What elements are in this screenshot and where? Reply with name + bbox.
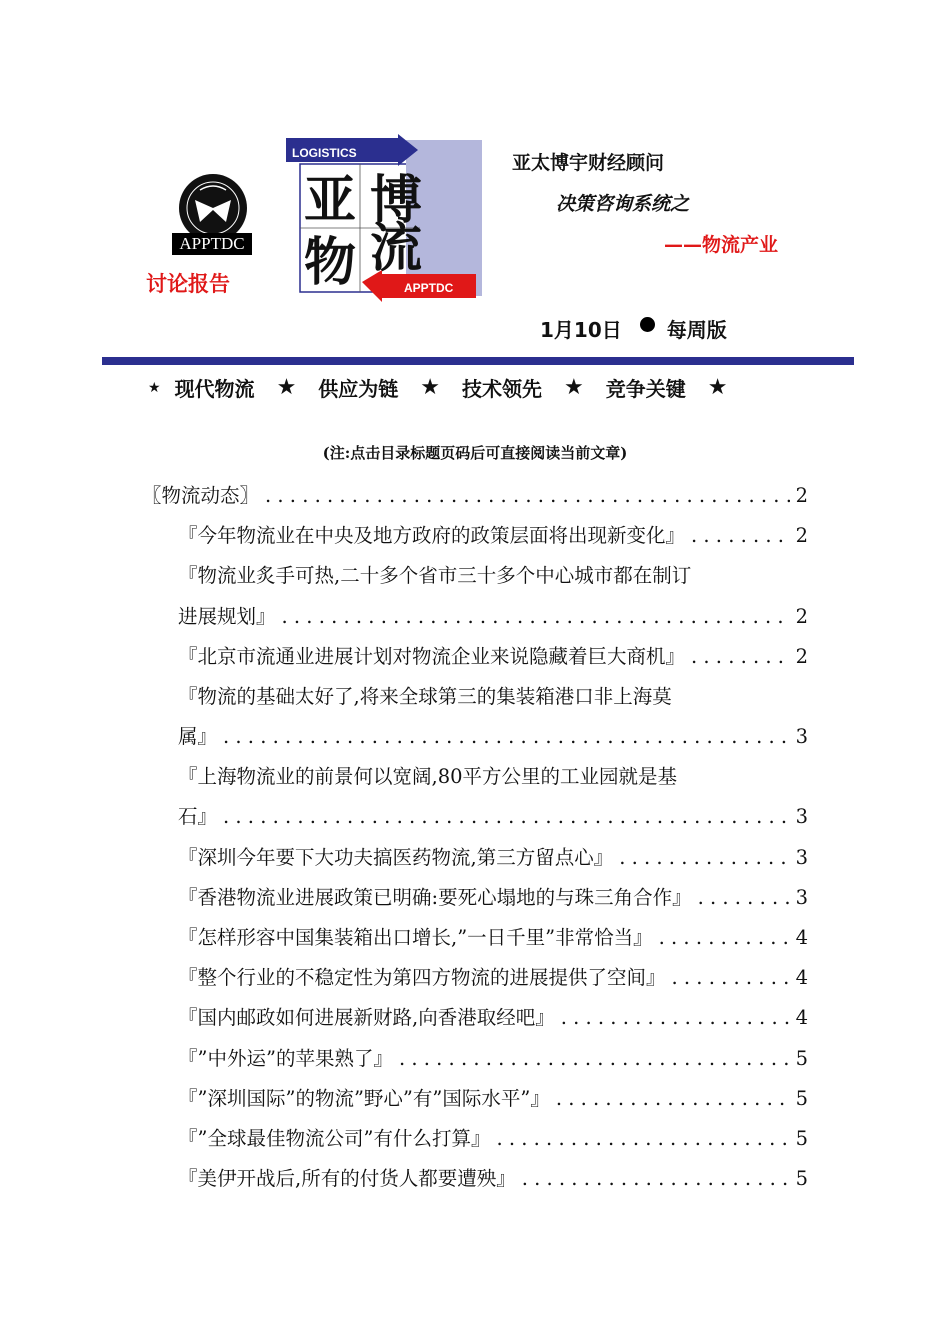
- slogan-item: 技术领先: [462, 377, 543, 401]
- star-icon: ★: [707, 375, 728, 400]
- star-icon: ★: [148, 379, 161, 396]
- logo-char-liu: 流: [370, 219, 423, 279]
- toc-entry-continuation[interactable]: [142, 798, 808, 838]
- toc-title: 『”深圳国际”的物流”野心”有”国际水平”』: [178, 1086, 550, 1110]
- toc-page-link[interactable]: 2: [795, 604, 808, 628]
- toc-leader: [556, 1079, 790, 1119]
- toc-title: 石』: [178, 805, 218, 829]
- toc-title: 进展规划』: [178, 604, 276, 628]
- toc-title: 『香港物流业进展政策已明确:要死心塌地的与珠三角合作』: [178, 885, 692, 909]
- toc-title: 『物流业炙手可热,二十多个省市三十多个中心城市都在制订: [178, 564, 692, 588]
- logo-char-bo: 博: [370, 171, 423, 231]
- toc-page-link[interactable]: 5: [795, 1046, 808, 1070]
- toc-leader: [399, 1039, 790, 1079]
- toc-entry[interactable]: [142, 1159, 808, 1199]
- toc-page-link[interactable]: 3: [795, 885, 808, 909]
- table-of-contents: [142, 476, 808, 1199]
- toc-entry[interactable]: [142, 838, 808, 878]
- logo-char-wu: 物: [304, 233, 357, 293]
- toc-leader: [659, 918, 790, 958]
- logo-char-ya: 亚: [304, 171, 357, 231]
- issue-date: 1月10日: [540, 318, 622, 342]
- toc-title: 『物流的基础太好了,将来全球第三的集装箱港口非上海莫: [178, 684, 672, 708]
- toc-title: 『深圳今年要下大功夫搞医药物流,第三方留点心』: [178, 845, 614, 869]
- toc-page-link[interactable]: 4: [795, 926, 808, 950]
- toc-leader: [619, 838, 789, 878]
- toc-page-link[interactable]: 4: [795, 1006, 808, 1030]
- toc-title: 『北京市流通业进展计划对物流企业来说隐藏着巨大商机』: [178, 644, 686, 668]
- slogan-item: 供应为链: [318, 377, 399, 401]
- star-icon: ★: [276, 375, 297, 400]
- toc-page-link[interactable]: 5: [795, 1126, 808, 1150]
- toc-leader: [672, 958, 790, 998]
- toc-page-link[interactable]: 3: [795, 805, 808, 829]
- toc-entry[interactable]: [142, 918, 808, 958]
- toc-leader: [522, 1159, 790, 1199]
- toc-leader: [223, 717, 790, 757]
- toc-leader: [561, 998, 790, 1038]
- toc-entry-continuation[interactable]: [142, 717, 808, 757]
- slogan-item: 竞争关键: [605, 377, 686, 401]
- publisher-title: 亚太博宇财经顾问: [512, 152, 665, 174]
- toc-page-link[interactable]: 5: [795, 1086, 808, 1110]
- toc-title: 『”中外运”的苹果熟了』: [178, 1046, 393, 1070]
- toc-note: (注:点击目录标题页码后可直接阅读当前文章): [322, 444, 628, 462]
- toc-entry[interactable]: [142, 637, 808, 677]
- apptdc-banner-text: APPTDC: [404, 281, 454, 295]
- toc-page-link[interactable]: 5: [795, 1167, 808, 1191]
- slogan-bar: [148, 373, 728, 402]
- edition-label: 每周版: [666, 318, 727, 342]
- star-icon: ★: [420, 375, 441, 400]
- toc-leader: [691, 516, 790, 556]
- toc-title: 『整个行业的不稳定性为第四方物流的进展提供了空间』: [178, 966, 666, 990]
- toc-leader: [698, 878, 790, 918]
- star-icon: ★: [564, 375, 584, 400]
- industry-subtitle: ——物流产业: [664, 234, 779, 256]
- toc-leader: [265, 476, 790, 516]
- toc-page-link[interactable]: 2: [795, 644, 808, 668]
- yabo-logistics-logo: [286, 134, 482, 306]
- toc-entry[interactable]: [142, 1039, 808, 1079]
- toc-page-link[interactable]: 2: [795, 524, 808, 548]
- header-rule: [102, 357, 854, 365]
- toc-leader: [223, 797, 790, 837]
- logistics-banner-text: LOGISTICS: [292, 146, 357, 160]
- toc-page-link[interactable]: 3: [795, 725, 808, 749]
- toc-title: 『怎样形容中国集装箱出口增长,”一日千里”非常恰当』: [178, 926, 653, 950]
- toc-entry[interactable]: [142, 1119, 808, 1159]
- toc-entry[interactable]: [142, 516, 808, 556]
- bullet-dot-icon: [640, 317, 655, 332]
- toc-title: 『”全球最佳物流公司”有什么打算』: [178, 1126, 491, 1150]
- toc-entry[interactable]: [142, 556, 808, 596]
- slogan-item: 现代物流: [174, 377, 255, 401]
- report-type-label: 讨论报告: [146, 272, 230, 296]
- toc-title: 『今年物流业在中央及地方政府的政策层面将出现新变化』: [178, 524, 686, 548]
- toc-title: 〖物流动态〗: [142, 483, 260, 507]
- toc-page-link[interactable]: 3: [795, 845, 808, 869]
- toc-page-link[interactable]: 4: [795, 966, 808, 990]
- toc-title: 『美伊开战后,所有的付货人都要遭殃』: [178, 1167, 516, 1191]
- toc-entry-continuation[interactable]: [142, 597, 808, 637]
- toc-title: 『国内邮政如何进展新财路,向香港取经吧』: [178, 1006, 555, 1030]
- toc-leader: [496, 1119, 789, 1159]
- toc-leader: [691, 637, 790, 677]
- toc-entry[interactable]: [142, 878, 808, 918]
- dateline: [540, 314, 727, 343]
- toc-page-link[interactable]: 2: [795, 483, 808, 507]
- toc-entry[interactable]: [142, 476, 808, 516]
- toc-entry[interactable]: [142, 677, 808, 717]
- toc-entry[interactable]: [142, 998, 808, 1038]
- system-subtitle: 决策咨询系统之: [556, 193, 690, 215]
- toc-leader: [282, 597, 790, 637]
- toc-entry[interactable]: [142, 958, 808, 998]
- apptdc-label: APPTDC: [172, 233, 252, 255]
- toc-entry[interactable]: [142, 1079, 808, 1119]
- toc-entry[interactable]: [142, 757, 808, 797]
- toc-title: 『上海物流业的前景何以宽阔,80平方公里的工业园就是基: [178, 765, 678, 789]
- toc-title: 属』: [178, 725, 218, 749]
